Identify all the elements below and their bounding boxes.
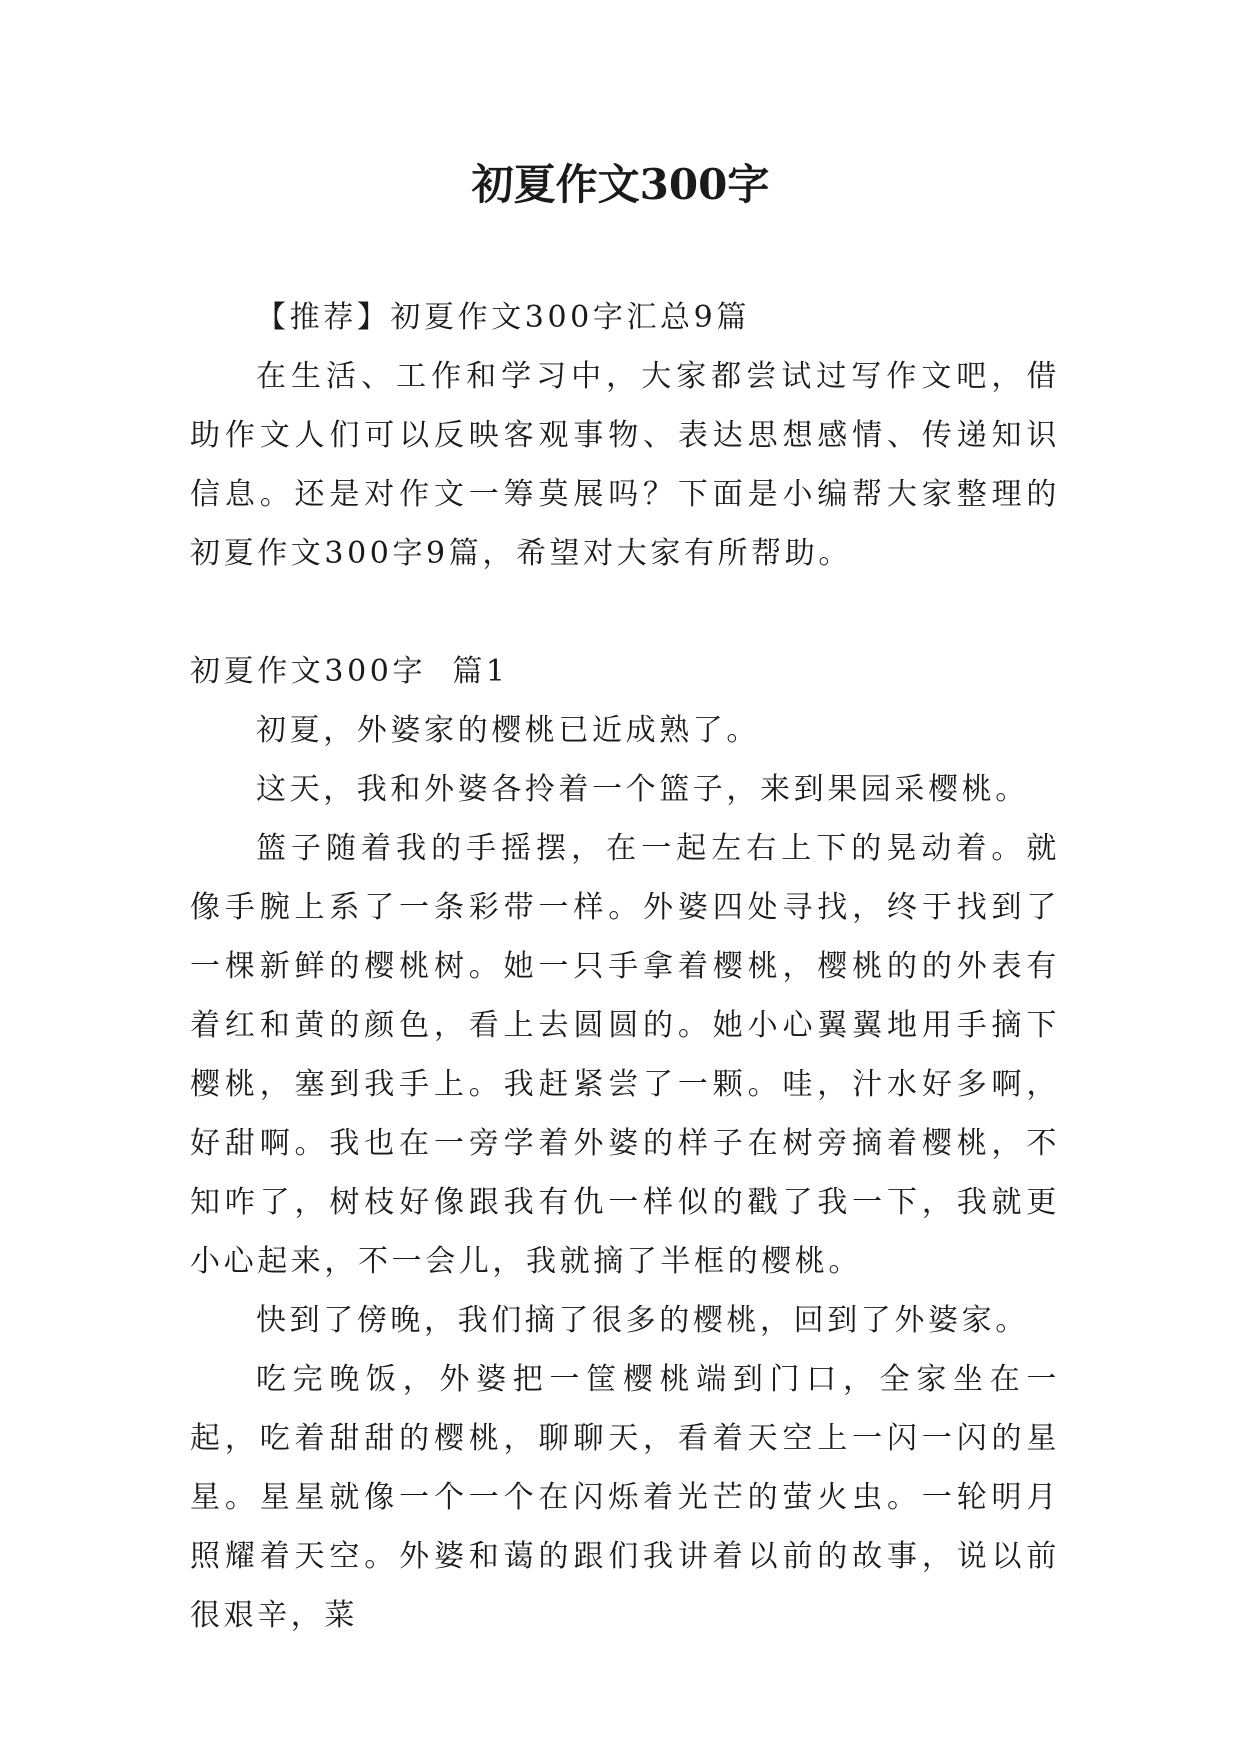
document-body	[190, 288, 1060, 1645]
document-title: 初夏作文300字	[471, 160, 770, 209]
body-paragraph: 快到了傍晚，我们摘了很多的樱桃，回到了外婆家。	[256, 1303, 1029, 1338]
document-subtitle: 【推荐】初夏作文300字汇总9篇	[256, 300, 750, 335]
body-paragraph: 吃完晚饭，外婆把一筐樱桃端到门口，全家坐在一起，吃着甜甜的樱桃，聊聊天，看着天空上一闪一闪的星星。星星就像一个一个在闪烁着光芒的萤火虫。一轮明月照耀着天空。外婆和蔼的跟们我讲着以前的故事，说以前很艰辛，菜	[190, 1362, 1060, 1633]
section-spacer	[190, 583, 1060, 642]
body-paragraph: 篮子随着我的手摇摆，在一起左右上下的晃动着。就像手腕上系了一条彩带一样。外婆四处寻找，终于找到了一棵新鲜的樱桃树。她一只手拿着樱桃，樱桃的的外表有着红和黄的颜色，看上去圆圆的。她小心翼翼地用手摘下樱桃，塞到我手上。我赶紧尝了一颗。哇，汁水好多啊，好甜啊。我也在一旁学着外婆的样子在树旁摘着樱桃，不知咋了，树枝好像跟我有仇一样似的戳了我一下，我就更小心起来，不一会儿，我就摘了半框的樱桃。	[190, 831, 1060, 1279]
intro-paragraph: 在生活、工作和学习中，大家都尝试过写作文吧，借助作文人们可以反映客观事物、表达思想感情、传递知识信息。还是对作文一筹莫展吗？下面是小编帮大家整理的初夏作文300字9篇，希望对大家有所帮助。	[190, 359, 1060, 571]
body-paragraph: 初夏，外婆家的樱桃已近成熟了。	[256, 713, 760, 748]
body-paragraph: 这天，我和外婆各拎着一个篮子，来到果园采樱桃。	[256, 772, 1029, 807]
section-heading: 初夏作文300字 篇1	[190, 654, 509, 689]
